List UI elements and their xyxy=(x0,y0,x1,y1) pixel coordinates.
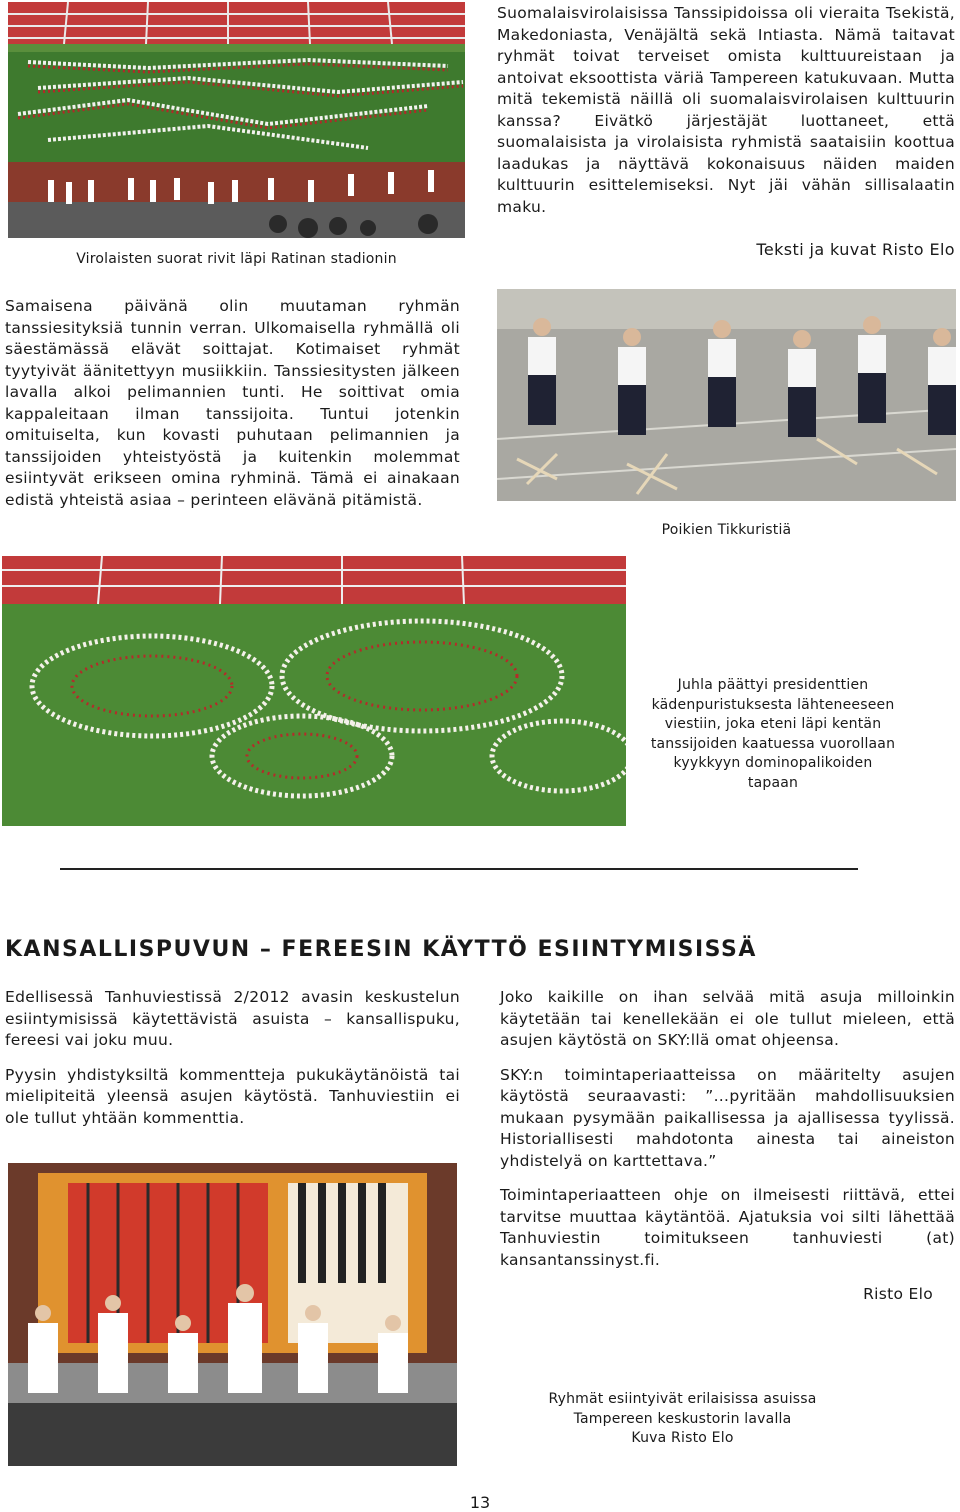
stadium-rows-caption: Virolaisten suorat rivit läpi Ratinan stadionin xyxy=(76,251,397,267)
article-right-paragraph: Toimintaperiaatteen ohje on ilmeisesti riittävä, ettei tarvitse muuttaa käytäntöä. Ajatuksia voi silti lähettää Tanhuviestin toimitukseen tanhuviesti (at) kansantanssinyst.fi. xyxy=(500,1186,955,1269)
article-left-column xyxy=(5,987,460,1129)
top-right-paragraph: Suomalaisvirolaisissa Tanssipidoissa oli vieraita Tsekistä, Makedoniasta, Venäjältä sekä Intiasta. Nämä taitavat ryhmät toivat terveiset omista kulttuureistaan ja antoivat eksoottista väriä Tampereen katukuvaan. Mutta mitä tekemistä näillä oli suomalaisvirolaisen kulttuurin kanssa? Eivätkö järjestäjät luottaneet, että suomalaisista ja virolaisista ryhmistä saataisiin koottua laadukas ja näyttävä kokonaisuus näiden maiden kulttuurin esittelemiseksi. Nyt jäi vähän sillisalaatin maku. xyxy=(497,4,955,216)
festival-end-caption: Juhla päättyi presidenttien kädenpuristuksesta lähteneeseen viestiin, joka eteni läpi kentän tanssijoiden kaatuessa vuorollaan kyykkyyn dominopalikoiden tapaan xyxy=(650,677,896,791)
photo-credit: Teksti ja kuvat Risto Elo xyxy=(756,240,955,259)
stage-caption-line: Ryhmät esiintyivät erilaisissa asuissa xyxy=(548,1391,817,1407)
festival-end-photo xyxy=(2,556,626,826)
article-left-paragraph: Edellisessä Tanhuviestissä 2/2012 avasin keskustelun esiintymisissä käytettävistä asuista – kansallispuku, fereesi vai joku muu. xyxy=(5,988,460,1049)
page-number: 13 xyxy=(469,1493,491,1512)
stage-photo xyxy=(8,1163,457,1466)
stage-caption-line: Tampereen keskustorin lavalla xyxy=(573,1410,792,1427)
boys-dance-photo xyxy=(497,289,956,501)
article-right-paragraph: Joko kaikille on ihan selvää mitä asuja milloinkin käytetään tai kenellekään ei ole tullut mieleen, että asujen käytöstä on SKY:llä omat ohjeensa. xyxy=(500,988,955,1049)
article-heading: KANSALLISPUVUN – FEREESIN KÄYTTÖ ESIINTYMISISSÄ xyxy=(5,937,757,962)
stage-caption xyxy=(520,1390,845,1449)
stage-caption-line: Kuva Risto Elo xyxy=(631,1430,734,1446)
article-left-paragraph: Pyysin yhdistyksiltä kommentteja pukukäytänöistä tai mielipiteitä yleensä asujen käytöstä. Tanhuviestiin ei ole tullut yhtään kommenttia. xyxy=(5,1065,460,1127)
article-right-paragraph: SKY:n toimintaperiaatteissa on määritelty asujen käytöstä seuraavasti: ”…pyritään mahdollisuuksien mukaan pysymään paikallisessa ja ajallisessa tyylissä. Historiallisesti mahdotonta ainesta tai aineiston yhdistelyä on karttettava.” xyxy=(500,1065,955,1170)
article-signature: Risto Elo xyxy=(863,1285,933,1303)
middle-left-paragraph: Samaisena päivänä olin muutaman ryhmän tanssiesityksiä tunnin verran. Ulkomaisella ryhmällä oli säestämässä elävät soittajat. Kotimaiset ryhmät tyytyivät äänitettyyn musiikkiin. Tanssiesitysten jälkeen lavalla alkoi pelimannien tunti. He soittivat omia kappaleitaan ilman tanssijoita. Tuntui jotenkin omituiselta, kun kovasti puhutaan pelimannien ja tanssijoiden yhteistyöstä ja kuitenkin molemmat esiintyvät erikseen omina ryhminä. Tämä ei ainakaan edistä yhteistä asiaa – perinteen elävänä pitämistä. xyxy=(5,297,460,509)
section-divider xyxy=(60,868,858,870)
stadium-rows-photo xyxy=(8,2,465,238)
article-right-column xyxy=(500,987,955,1306)
boys-dance-caption: Poikien Tikkuristiä xyxy=(661,522,792,538)
